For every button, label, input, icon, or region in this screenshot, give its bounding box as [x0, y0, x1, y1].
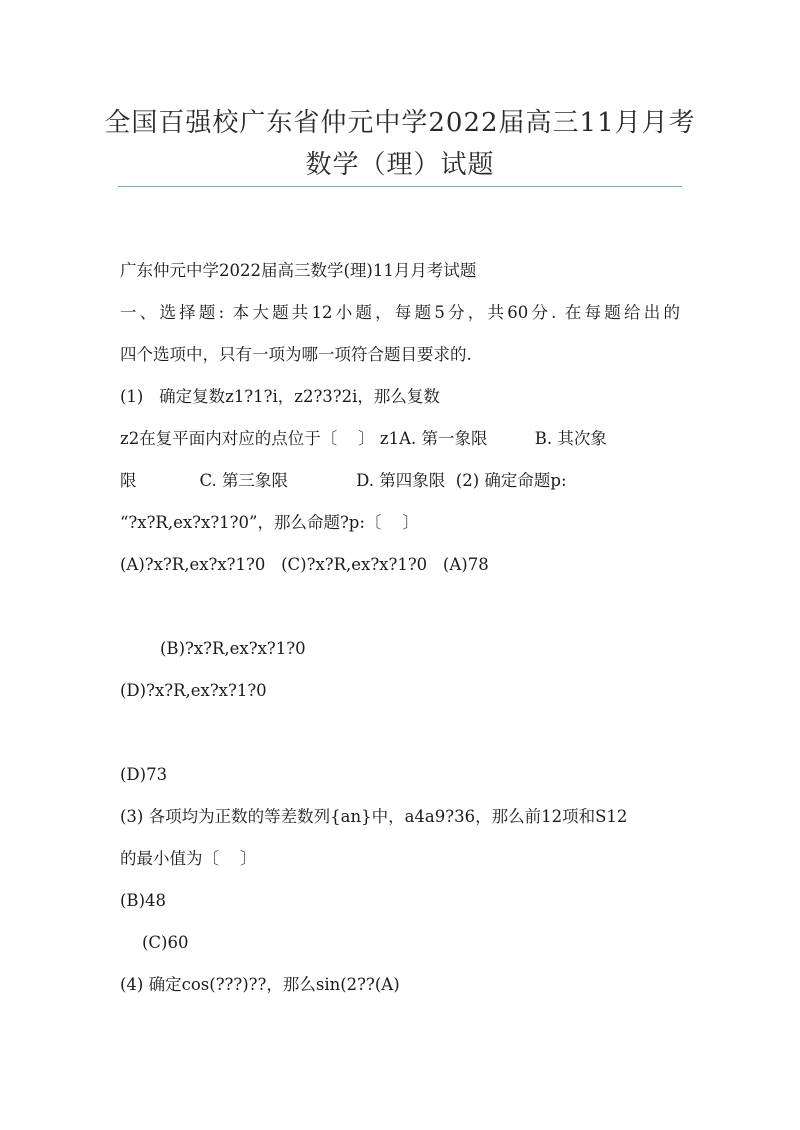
question-2-stem: “?x?R,ex?x?1?0”，那么命题?p:〔 〕	[120, 513, 419, 532]
question-3-stem-line-1: (3) 各项均为正数的等差数列{an}中，a4a9?36，那么前12项和S12	[120, 807, 628, 826]
question-1-stem: (1) 确定复数z1?1?i，z2?3?2i，那么复数	[120, 387, 440, 406]
document-title-line-2: 数学（理）试题	[305, 150, 495, 180]
section-instruction-line-2: 四个选项中，只有一项为哪一项符合题目要求的.	[120, 345, 472, 364]
question-3-option-b: (B)48	[120, 891, 166, 910]
title-divider	[118, 186, 682, 187]
question-1-options-line-1: z2在复平面内对应的点位于〔 〕 z1A. 第一象限 B. 其次象	[120, 429, 607, 448]
exam-heading: 广东仲元中学2022届高三数学(理)11月月考试题	[120, 261, 477, 280]
answer-option-d: (D)73	[120, 765, 168, 784]
question-1-options-line-2: 限 C. 第三象限 D. 第四象限 (2) 确定命题p:	[120, 471, 567, 490]
question-4-stem: (4) 确定cos(???)??，那么sin(2??(A)	[120, 975, 400, 994]
question-3-option-c: (C)60	[142, 933, 189, 952]
question-2-option-b: (B)?x?R,ex?x?1?0	[160, 639, 306, 658]
section-instruction-line-1: 一、选择题: 本大题共12小题，每题5分，共60分. 在每题给出的	[120, 303, 680, 322]
question-2-option-d: (D)?x?R,ex?x?1?0	[120, 681, 267, 700]
document-title-line-1: 全国百强校广东省仲元中学2022届高三11月月考	[104, 108, 696, 138]
question-3-stem-line-2: 的最小值为〔 〕	[120, 849, 257, 868]
question-2-options-line-1: (A)?x?R,ex?x?1?0 (C)?x?R,ex?x?1?0 (A)78	[120, 555, 489, 574]
